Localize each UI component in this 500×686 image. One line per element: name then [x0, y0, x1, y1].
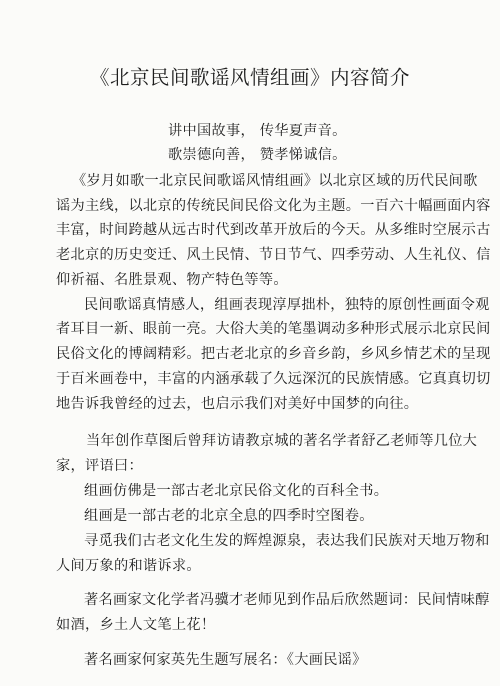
- quote-line: 组画是一部古老的北京全息的四季时空图卷。: [84, 508, 374, 524]
- paragraph-line: 于百米画卷中，丰富的内涵承载了久远深沉的民族情感。它真真切切: [56, 371, 491, 387]
- paragraph-line: 谣为主线，以北京的传统民间民俗文化为主题。一百六十幅画面内容: [56, 198, 491, 214]
- paragraph-line: 人间万象的和谐诉求。: [56, 558, 201, 574]
- quote-line: 组画仿佛是一部古老北京民俗文化的百科全书。: [84, 483, 389, 499]
- paragraph-line: 《岁月如歌一北京民间歌谣风情组画》以北京区域的历代民间歌: [72, 173, 478, 189]
- paragraph-line: 家，评语曰：: [56, 458, 143, 474]
- paragraph-line: 著名画家文化学者冯骥才老师见到作品后欣然题词：民间情味醇: [84, 592, 490, 608]
- paragraph-line: 民俗文化的博阔精彩。把古老北京的乡音乡韵，乡风乡情艺术的呈现: [56, 346, 491, 362]
- paragraph-line: 丰富，时间跨越从远古时代到改革开放后的今天。从多维时空展示古: [56, 222, 491, 238]
- paragraph-line: 寻觅我们古老文化生发的辉煌源泉，表达我们民族对天地万物和: [84, 533, 490, 549]
- paragraph-line: 者耳目一新、眼前一亮。大俗大美的笔墨调动多种形式展示北京民间: [56, 321, 491, 337]
- paragraph-line: 民间歌谣真情感人，组画表现淳厚拙朴，独特的原创性画面令观: [84, 297, 490, 313]
- paragraph-line: 如酒，乡土人文笔上花！: [56, 617, 216, 633]
- paragraph-line: 著名画家何家英先生题写展名：《大画民谣》: [84, 652, 367, 668]
- motto-line-2: 歌崇德向善， 赞孝悌诚信。: [168, 147, 347, 163]
- motto-line-1: 讲中国故事， 传华夏声音。: [168, 123, 347, 139]
- paragraph-line: 当年创作草图后曾拜访请教京城的著名学者舒乙老师等几位大: [86, 433, 478, 449]
- paragraph-line: 地告诉我曾经的过去，也启示我们对美好中国梦的向往。: [56, 396, 419, 412]
- paragraph-line: 仰祈福、名胜景观、物产特色等等。: [56, 272, 288, 288]
- paragraph-line: 老北京的历史变迁、风土民情、节日节气、四季劳动、人生礼仪、信: [56, 247, 491, 263]
- document-title: 《北京民间歌谣风情组画》内容简介: [89, 66, 410, 89]
